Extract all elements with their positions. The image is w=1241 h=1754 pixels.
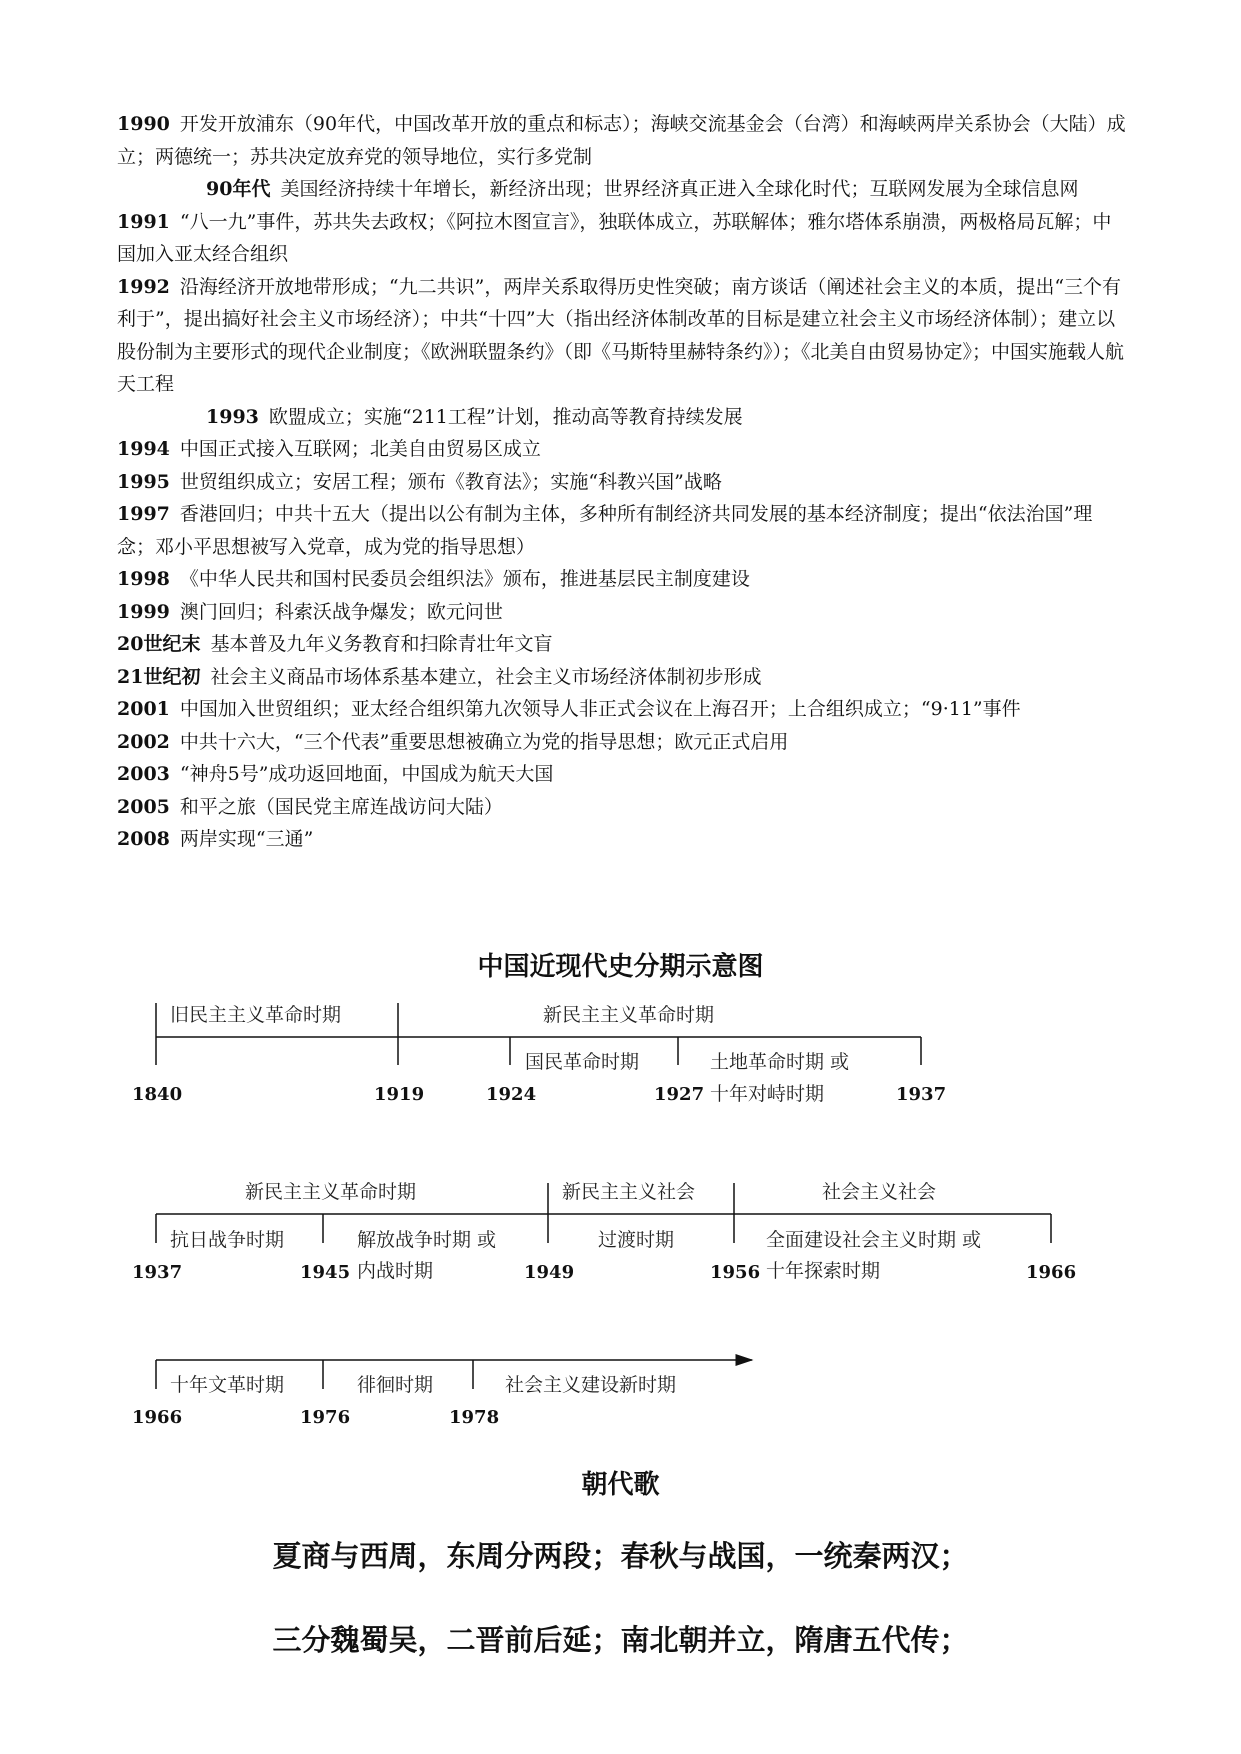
event-text: 香港回归；中共十五大（提出以公有制为主体，多种所有制经济共同发展的基本经济制度；提出“依法治国”理念；邓小平思想被写入党章，成为党的指导思想）	[117, 503, 1093, 558]
event-year: 1992	[117, 275, 170, 298]
year-label: 1945	[300, 1262, 351, 1283]
period-label: 徘徊时期	[357, 1374, 434, 1396]
event-year: 2002	[117, 730, 170, 753]
year-label: 1927	[654, 1084, 705, 1105]
period-label: 旧民主主义革命时期	[170, 1004, 342, 1026]
period-label: 新民主主义革命时期	[245, 1181, 417, 1203]
event-year: 1991	[117, 210, 170, 233]
period-label: 社会主义社会	[822, 1181, 937, 1203]
event-year: 2008	[117, 828, 170, 850]
event-text: 沿海经济开放地带形成；“九二共识”，两岸关系取得历史性突破；南方谈话（阐述社会主义的本质，提出“三个有利于”，提出搞好社会主义市场经济）；中共“十四”大（指出经济体制改革的目标是建立社会主义市场经济体制）；建立以股份制为主要形式的现代企业制度；《欧洲联盟条约》（即《马斯特里赫特条约》）；《北美自由贸易协定》；中国实施载人航天工程	[117, 275, 1125, 395]
year-label: 1976	[300, 1407, 351, 1428]
period-label: 土地革命时期 或	[710, 1051, 850, 1073]
event-text: 中国正式接入互联网；北美自由贸易区成立	[179, 438, 541, 460]
period-label: 抗日战争时期	[170, 1229, 285, 1251]
event-year: 1998	[117, 568, 170, 590]
period-label: 新民主主义社会	[562, 1181, 696, 1203]
period-label: 社会主义建设新时期	[505, 1374, 677, 1396]
period-label: 解放战争时期 或	[357, 1229, 497, 1251]
year-label: 1966	[132, 1407, 183, 1428]
year-label: 1966	[1026, 1262, 1077, 1283]
diagram-title: 中国近现代史分期示意图	[477, 952, 764, 982]
period-label: 国民革命时期	[525, 1051, 640, 1073]
event-text: 两岸实现“三通”	[179, 828, 314, 850]
event-text: 中共十六大，“三个代表”重要思想被确立为党的指导思想；欧元正式启用	[179, 730, 789, 753]
event-year: 2003	[117, 763, 170, 785]
event-year: 2005	[117, 795, 170, 818]
year-label: 1956	[710, 1262, 761, 1283]
event-year: 1995	[117, 470, 170, 493]
year-label: 1937	[896, 1084, 947, 1105]
event-text: 基本普及九年义务教育和扫除青壮年文盲	[210, 633, 553, 655]
period-label: 十年文革时期	[170, 1374, 285, 1396]
event-text: 美国经济持续十年增长，新经济出现；世界经济真正进入全球化时代；互联网发展为全球信息网	[280, 178, 1079, 200]
period-label: 全面建设社会主义时期 或	[766, 1229, 982, 1251]
event-text: 社会主义商品市场体系基本建立，社会主义市场经济体制初步形成	[210, 665, 762, 688]
event-text: 开发开放浦东（90年代，中国改革开放的重点和标志）；海峡交流基金会（台湾）和海峡两岸关系协会（大陆）成立；两德统一；苏共决定放弃党的领导地位，实行多党制	[117, 113, 1126, 168]
event-text: 和平之旅（国民党主席连战访问大陆）	[179, 795, 503, 818]
period-label: 十年探索时期	[766, 1260, 881, 1282]
poem-line: 三分魏蜀吴，二晋前后延；南北朝并立，隋唐五代传；	[272, 1623, 969, 1657]
event-text: 澳门回归；科索沃战争爆发；欧元问世	[179, 600, 503, 623]
event-year: 1990	[117, 113, 170, 135]
event-year: 21世纪初	[117, 665, 201, 688]
event-text: 欧盟成立；实施“211工程”计划，推动高等教育持续发展	[268, 405, 743, 428]
period-label: 内战时期	[357, 1260, 434, 1282]
event-year: 90年代	[206, 178, 271, 200]
event-text: “神舟5号”成功返回地面，中国成为航天大国	[179, 763, 554, 785]
year-label: 1937	[132, 1262, 183, 1283]
poem-line: 夏商与西周，东周分两段；春秋与战国，一统秦两汉；	[272, 1539, 969, 1573]
year-label: 1919	[374, 1084, 425, 1105]
event-year: 2001	[117, 698, 170, 720]
period-label: 十年对峙时期	[710, 1083, 825, 1105]
period-label: 新民主主义革命时期	[543, 1004, 715, 1026]
year-label: 1924	[486, 1084, 537, 1105]
event-year: 1994	[117, 438, 170, 460]
year-label: 1978	[449, 1407, 500, 1428]
year-label: 1949	[524, 1262, 575, 1283]
event-year: 1997	[117, 503, 170, 525]
event-year: 1993	[206, 405, 259, 428]
period-label: 过渡时期	[598, 1229, 675, 1251]
event-text: 世贸组织成立；安居工程；颁布《教育法》；实施“科教兴国”战略	[179, 470, 722, 493]
year-label: 1840	[132, 1084, 183, 1105]
event-year: 1999	[117, 600, 170, 623]
event-text: “八一九”事件，苏共失去政权；《阿拉木图宣言》，独联体成立，苏联解体；雅尔塔体系崩溃，两极格局瓦解；中国加入亚太经合组织	[117, 210, 1112, 265]
event-text: 《中华人民共和国村民委员会组织法》颁布，推进基层民主制度建设	[179, 568, 750, 590]
event-year: 20世纪末	[117, 633, 201, 655]
poem-title: 朝代歌	[581, 1470, 660, 1500]
event-text: 中国加入世贸组织；亚太经合组织第九次领导人非正式会议在上海召开；上合组织成立；“9·11”事件	[179, 698, 1021, 720]
